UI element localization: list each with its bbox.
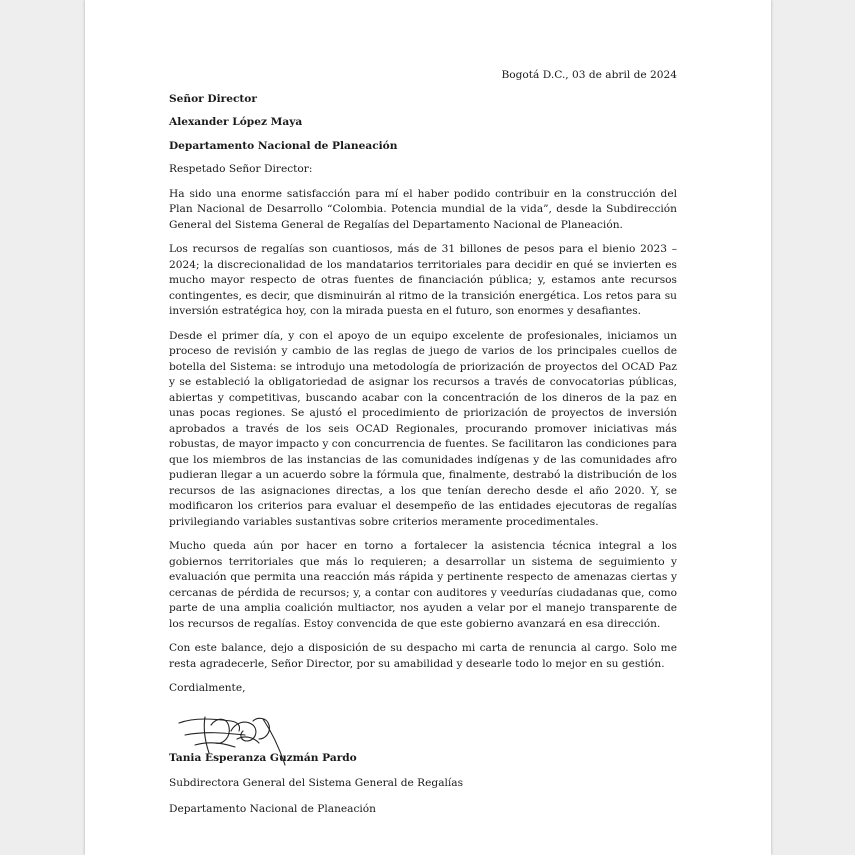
signer-position: Subdirectora General del Sistema General de Regalías [169,777,464,789]
letter-date: Bogotá D.C., 03 de abril de 2024 [501,69,677,81]
recipient-organization: Departamento Nacional de Planeación [169,139,398,152]
salutation: Respetado Señor Director: [169,163,313,175]
signer-organization: Departamento Nacional de Planeación [169,802,376,815]
paragraph-3: Desde el primer día, y con el apoyo de un equipo excelente de profesionales, iniciamos un proceso de revisión y cambio de las reglas de juego de varios de los principales cuellos de botella del Sistema: se introdujo una metodología de priorización de proyectos del OCAD Paz y se estableció la obligatoriedad de asignar los recursos a través de convocatorias públicas, abiertas y competitivas, buscando acabar con la concentración de los dineros de la paz en unas pocas regiones. Se ajustó el procedimiento de priorización de proyectos de inversión aprobados a través de los seis OCAD Regionales, procurando promover iniciativas más robustas, de mayor impacto y con concurrencia de fuentes. Se facilitaron las condiciones para que los miembros de las instancias de las comunidades indígenas y de las comunidades afro pudieran llegar a un acuerdo sobre la fórmula que, finalmente, destrabó la distribución de los recursos de las asignaciones directas, a los que tenían derecho desde el año 2020. Y, se modificaron los criterios para evaluar el desempeño de las entidades ejecutoras de regalías privilegiando variables sustantivas sobre criterios meramente procedimentales. [169,329,677,528]
closing: Cordialmente, [169,682,246,694]
paragraph-2: Los recursos de regalías son cuantiosos, más de 31 billones de pesos para el bienio 2023 – 2024; la discrecionalidad de los mandatarios territoriales para decidir en qué se invierten es mucho mayor respecto de otras fuentes de financiación pública; y, estamos ante recursos contingentes, es decir, que disminuirán al ritmo de la transición energética. Los retos para su inversión estratégica hoy, con la mirada puesta en el futuro, son enormes y desafiantes. [169,243,677,317]
letter-body [169,68,677,827]
recipient-title: Señor Director [169,92,257,105]
letter-page [85,0,771,855]
handwritten-signature-icon [175,695,315,767]
paragraph-5: Con este balance, dejo a disposición de su despacho mi carta de renuncia al cargo. Solo me resta agradecerle, Señor Director, por su amabilidad y desearle todo lo mejor en su gestión. [169,642,677,670]
signature-icon [169,697,677,757]
recipient-name: Alexander López Maya [169,116,303,128]
signer-name: Tania Esperanza Guzmán Pardo [169,751,357,764]
paragraph-1: Ha sido una enorme satisfacción para mí el haber podido contribuir en la construcción del Plan Nacional de Desarrollo “Colombia. Potencia mundial de la vida”, desde la Subdirección General del Sistema General de Regalías del Departamento Nacional de Planeación. [169,187,677,231]
paragraph-4: Mucho queda aún por hacer en torno a fortalecer la asistencia técnica integral a los gobiernos territoriales que más lo requieren; a desarrollar un sistema de seguimiento y evaluación que permita una reacción más rápida y pertinente respecto de amenazas ciertas y cercanas de pérdida de recursos; y, a contar con auditores y veedurías ciudadanas que, como parte de una amplia coalición multiactor, nos ayuden a velar por el manejo transparente de los recursos de regalías. Estoy convencida de que este gobierno avanzará en esa dirección. [169,540,677,630]
